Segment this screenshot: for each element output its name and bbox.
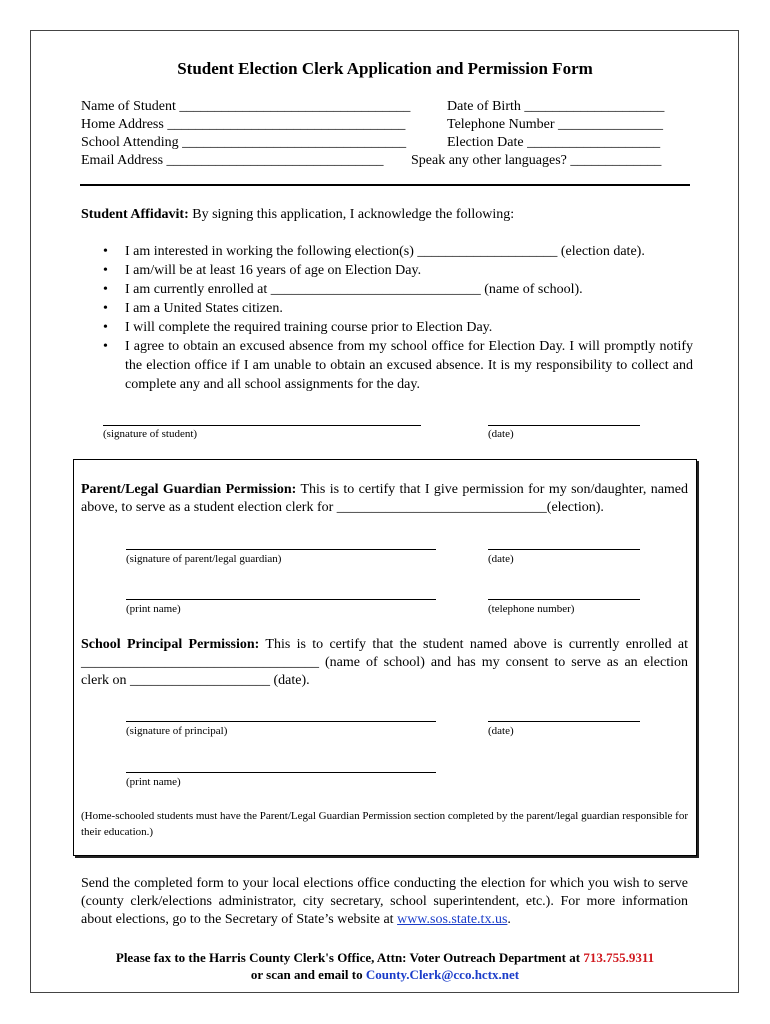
section-divider: [80, 184, 690, 186]
parent-signature-caption: (signature of parent/legal guardian): [126, 553, 282, 565]
principal-permission-text: [81, 636, 688, 690]
parent-telephone-line[interactable]: [488, 599, 640, 600]
home-address-field[interactable]: Home Address __________________________________: [81, 117, 406, 132]
send-period: .: [507, 912, 511, 927]
school-attending-field[interactable]: School Attending ________________________________: [81, 135, 407, 150]
name-of-student-field[interactable]: Name of Student _________________________________: [81, 99, 411, 114]
principal-label: School Principal Permission:: [81, 637, 260, 652]
form-title: Student Election Clerk Application and Permission Form: [177, 59, 593, 78]
election-date-field[interactable]: Election Date ___________________: [447, 135, 661, 150]
student-date-line[interactable]: [488, 425, 640, 426]
send-text: Send the completed form to your local elections office conducting the election for which you wish to serve (county clerk/elections administrator, city secretary, school superintendent, etc.). For more information about elections, go to the Secretary of State’s website at: [81, 876, 688, 927]
affidavit-item: • I am/will be at least 16 years of age on Election Day.: [103, 261, 693, 280]
student-signature-line[interactable]: [103, 425, 421, 426]
date-of-birth-field[interactable]: Date of Birth ____________________: [447, 99, 665, 114]
parent-telephone-caption: (telephone number): [488, 603, 575, 615]
email-text: or scan and email to: [250, 967, 363, 982]
email-link[interactable]: County.Clerk@cco.hctx.net: [365, 967, 520, 982]
fax-number: 713.755.9311: [583, 950, 655, 965]
guardian-body: This is to certify that I give permission for my son/daughter, named above, to serve as a student election clerk for ______________________________(election).: [81, 482, 689, 515]
email-line: [0, 967, 770, 983]
affidavit-label: Student Affidavit:: [81, 207, 189, 222]
affidavit-intro: By signing this application, I acknowledge the following:: [192, 207, 515, 222]
student-signature-caption: (signature of student): [103, 428, 198, 440]
principal-body: This is to certify that the student named above is currently enrolled at __________________________________ (name of school) and has my consent to serve as an election clerk on ____________________ (date).: [81, 637, 689, 688]
fax-text: Please fax to the Harris County Clerk's Office, Attn: Voter Outreach Department at: [115, 950, 581, 965]
affidavit-item: • I am interested in working the following election(s) ____________________ (election date).: [103, 242, 693, 261]
guardian-label: Parent/Legal Guardian Permission:: [81, 482, 297, 497]
affidavit-heading: [81, 207, 514, 223]
email-address-field[interactable]: Email Address _______________________________: [81, 153, 384, 168]
guardian-permission-text: [81, 481, 688, 517]
affidavit-item: • I am currently enrolled at ______________________________ (name of school).: [103, 280, 693, 299]
principal-print-name-caption: (print name): [126, 776, 181, 788]
affidavit-item: • I agree to obtain an excused absence from my school office for Election Day. I will promptly notify the election office if I am unable to obtain an excused absence. It is my responsibility to collect and complete any and all school assignments for the day.: [103, 337, 693, 394]
affidavit-list: [103, 242, 693, 394]
homeschool-note: (Home-schooled students must have the Parent/Legal Guardian Permission section completed by the parent/legal guardian responsible for their education.): [81, 810, 688, 838]
parent-signature-line[interactable]: [126, 549, 436, 550]
parent-print-name-caption: (print name): [126, 603, 181, 615]
other-languages-field[interactable]: Speak any other languages? _____________: [411, 153, 662, 168]
student-date-caption: (date): [488, 428, 514, 440]
principal-signature-caption: (signature of principal): [126, 725, 228, 737]
fax-line: [0, 950, 770, 966]
principal-signature-line[interactable]: [126, 721, 436, 722]
telephone-number-field[interactable]: Telephone Number _______________: [447, 117, 663, 132]
send-instructions: [81, 875, 688, 929]
principal-date-caption: (date): [488, 725, 514, 737]
parent-date-caption: (date): [488, 553, 514, 565]
principal-date-line[interactable]: [488, 721, 640, 722]
sos-website-link[interactable]: www.sos.state.tx.us: [397, 912, 508, 927]
parent-print-name-line[interactable]: [126, 599, 436, 600]
principal-print-name-line[interactable]: [126, 772, 436, 773]
affidavit-item: • I am a United States citizen.: [103, 299, 693, 318]
affidavit-item: • I will complete the required training course prior to Election Day.: [103, 318, 693, 337]
parent-date-line[interactable]: [488, 549, 640, 550]
